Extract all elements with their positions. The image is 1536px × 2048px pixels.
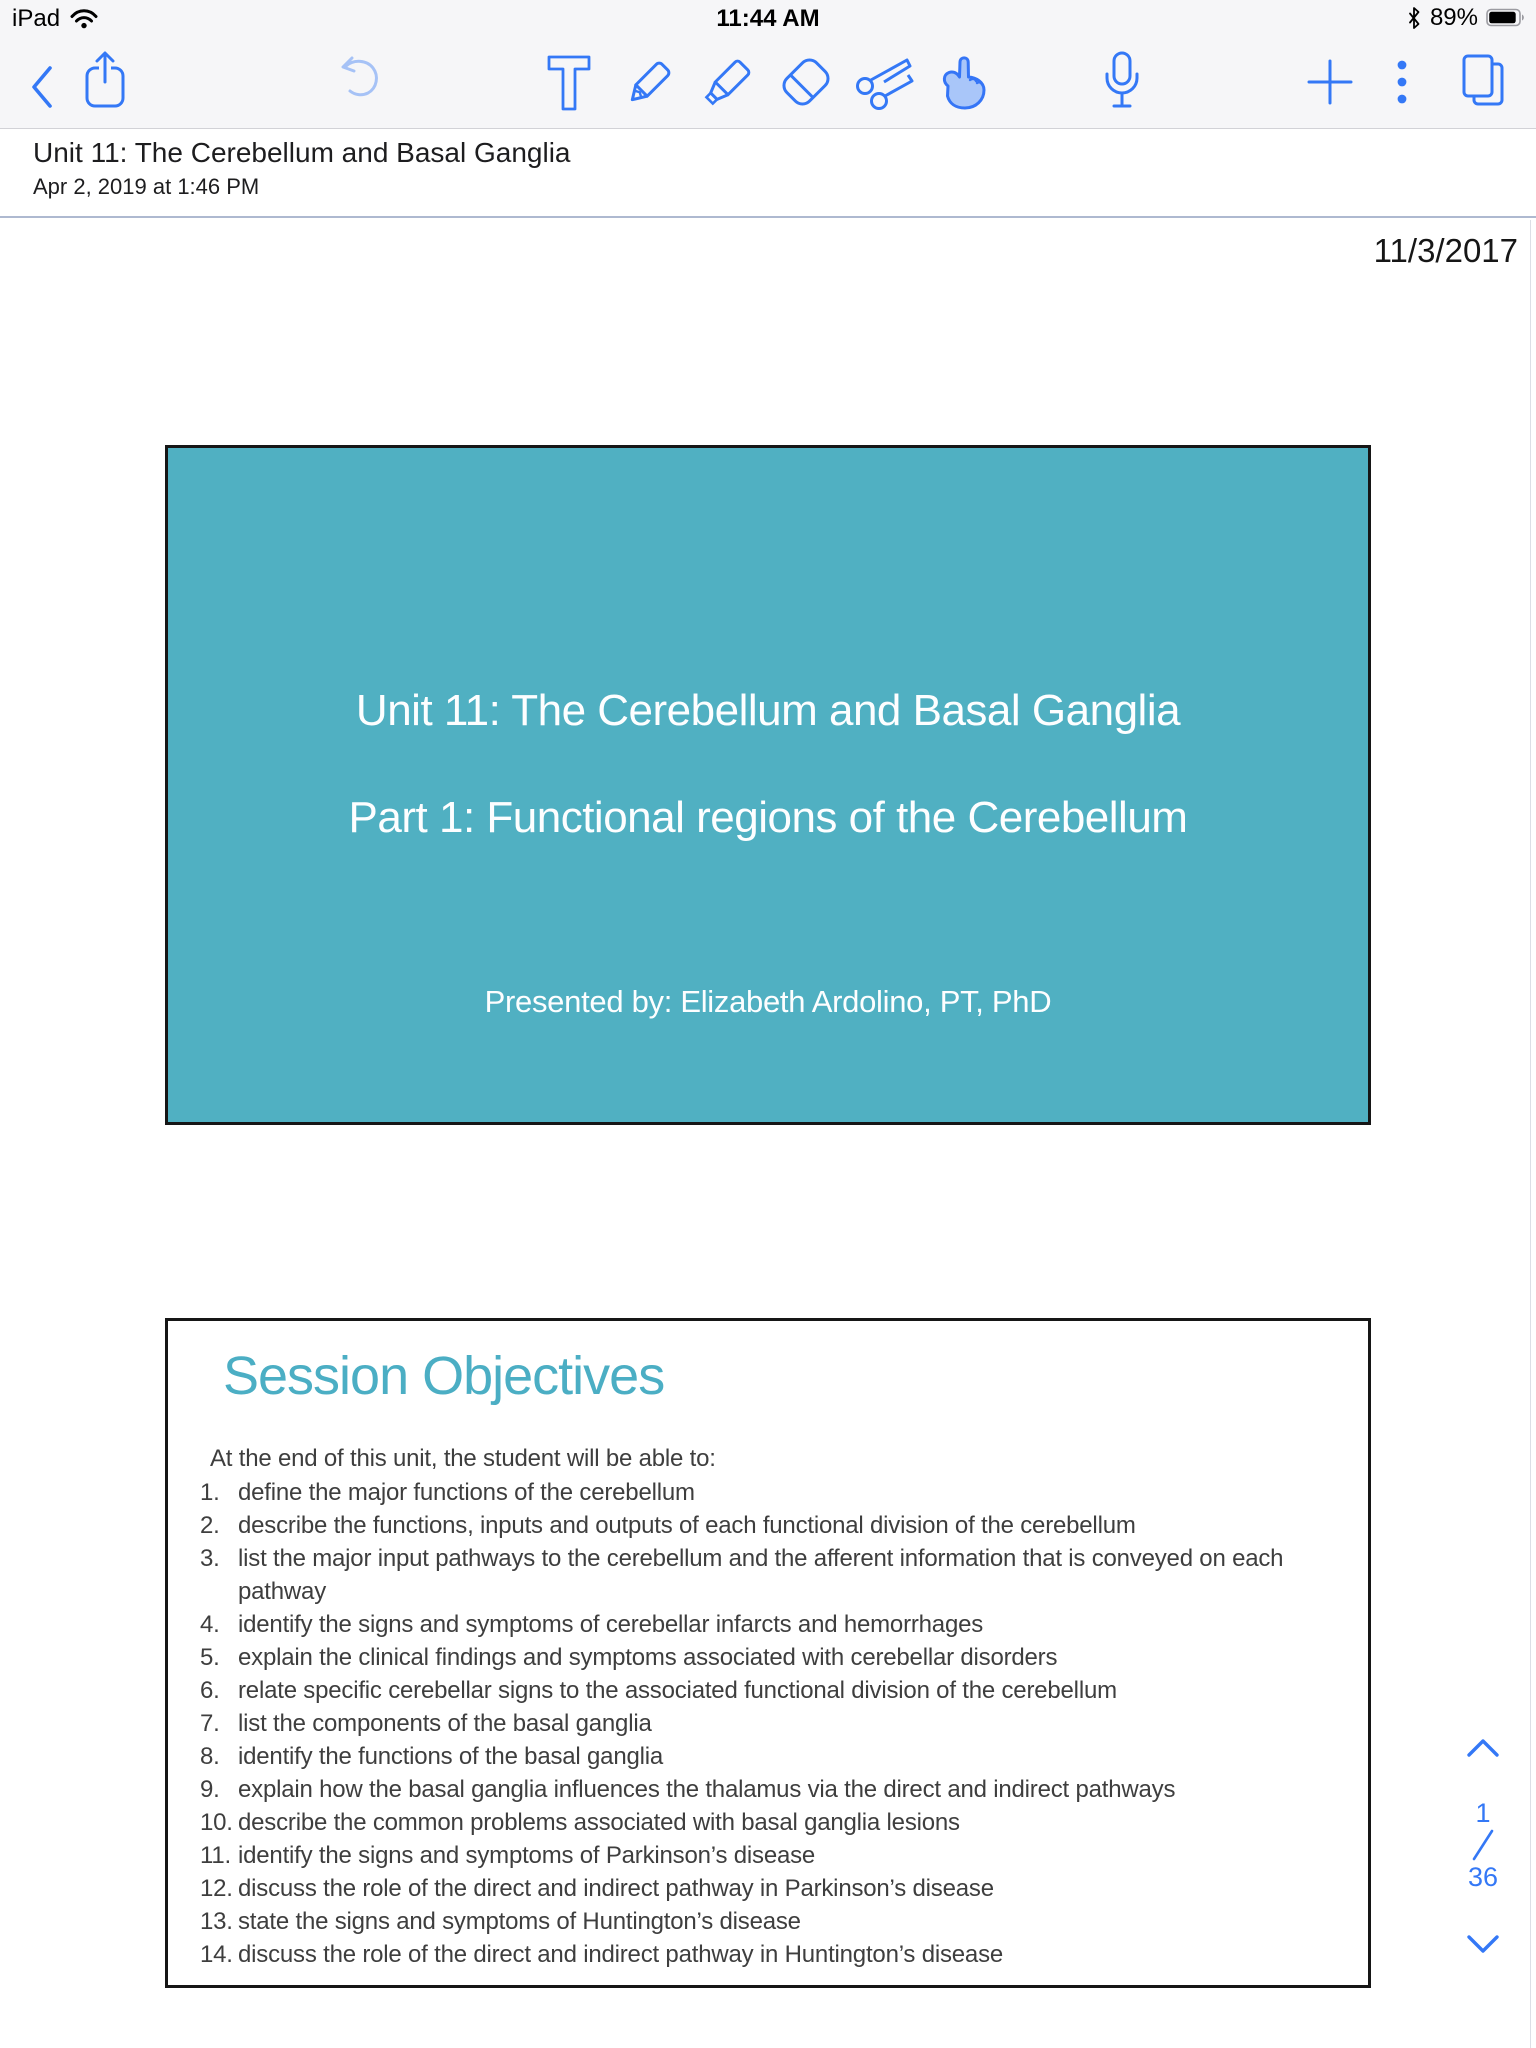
scissors-tool-button[interactable] — [854, 52, 916, 112]
total-pages-number: 36 — [1467, 1862, 1499, 1892]
record-audio-button[interactable] — [1100, 50, 1144, 112]
plus-icon — [1306, 58, 1354, 106]
text-tool-icon — [546, 54, 592, 112]
chevron-down-icon — [1466, 1934, 1500, 1954]
next-page-button[interactable] — [1466, 1934, 1500, 1954]
document-date: 11/3/2017 — [1373, 232, 1518, 269]
highlighter-icon — [698, 52, 758, 112]
undo-icon — [336, 56, 384, 104]
device-label: iPad — [12, 5, 61, 32]
highlighter-tool-button[interactable] — [698, 52, 758, 112]
note-modified-date: Apr 2, 2019 at 1:46 PM — [33, 174, 260, 199]
add-button[interactable] — [1306, 58, 1354, 106]
objective-item: define the major functions of the cerebellum — [238, 1479, 695, 1506]
note-header — [0, 129, 1536, 218]
pencil-tool-button[interactable] — [620, 52, 680, 112]
slide-heading: Session Objectives — [223, 1346, 665, 1406]
objectives-list — [200, 1476, 1360, 1971]
microphone-icon — [1100, 50, 1144, 112]
objective-item: list the major input pathways to the cerebellum and the afferent information that is conveyed on each pathway — [238, 1545, 1284, 1605]
objective-item: identify the functions of the basal ganglia — [238, 1743, 664, 1770]
objective-item: state the signs and symptoms of Huntington’s disease — [238, 1908, 801, 1935]
page-switcher-button[interactable] — [1458, 52, 1508, 110]
status-bar — [0, 0, 1536, 40]
objective-item: identify the signs and symptoms of cerebellar infarcts and hemorrhages — [238, 1611, 984, 1638]
share-icon — [84, 50, 126, 110]
battery-percent: 89% — [1429, 4, 1478, 31]
more-options-button[interactable] — [1396, 60, 1408, 106]
pages-icon — [1458, 52, 1508, 110]
note-title: Unit 11: The Cerebellum and Basal Ganglia — [33, 137, 571, 168]
pencil-icon — [620, 52, 680, 112]
pointer-tool-button[interactable] — [932, 50, 990, 112]
eraser-icon — [776, 54, 836, 110]
text-tool-button[interactable] — [546, 54, 592, 112]
previous-page-button[interactable] — [1466, 1738, 1500, 1758]
back-button[interactable] — [30, 64, 54, 110]
undo-button[interactable] — [336, 56, 384, 104]
objective-item: discuss the role of the direct and indirect pathway in Huntington’s disease — [238, 1941, 1004, 1968]
back-chevron-icon — [30, 64, 54, 110]
slide-title-line1: Unit 11: The Cerebellum and Basal Ganglia — [355, 686, 1181, 735]
slide-presenter: Presented by: Elizabeth Ardolino, PT, PhD — [484, 984, 1052, 1019]
objectives-intro: At the end of this unit, the student will be able to: — [210, 1445, 716, 1472]
clock: 11:44 AM — [716, 5, 820, 32]
objective-item: describe the common problems associated with basal ganglia lesions — [238, 1809, 960, 1836]
page-edge-divider — [1530, 220, 1531, 2048]
eraser-tool-button[interactable] — [776, 54, 836, 110]
objective-item: identify the signs and symptoms of Parkinson’s disease — [238, 1842, 816, 1869]
objective-item: discuss the role of the direct and indirect pathway in Parkinson’s disease — [238, 1875, 994, 1902]
pointer-finger-icon — [932, 50, 990, 112]
chevron-up-icon — [1466, 1738, 1500, 1758]
top-chrome — [0, 0, 1536, 129]
slide-title-card — [165, 445, 1371, 1125]
kebab-menu-icon — [1396, 60, 1408, 106]
battery-icon — [1486, 8, 1526, 28]
objective-item: explain how the basal ganglia influences the thalamus via the direct and indirect pathways — [238, 1776, 1176, 1803]
share-button[interactable] — [84, 50, 126, 110]
page-navigator — [1449, 1738, 1517, 1954]
bluetooth-icon — [1406, 5, 1422, 31]
objective-item: explain the clinical findings and symptoms associated with cerebellar disorders — [238, 1644, 1058, 1671]
slide-session-objectives — [165, 1318, 1371, 1988]
scissors-icon — [854, 52, 916, 112]
slide-title-line2: Part 1: Functional regions of the Cerebellum — [348, 793, 1188, 842]
note-page — [0, 220, 1536, 2048]
objective-item: list the components of the basal ganglia — [238, 1710, 652, 1737]
objective-item: relate specific cerebellar signs to the associated functional division of the cerebellum — [238, 1677, 1117, 1704]
current-page-number: 1 — [1475, 1798, 1491, 1828]
page-slash-icon — [1470, 1828, 1496, 1862]
objective-item: describe the functions, inputs and outputs of each functional division of the cerebellum — [238, 1512, 1136, 1539]
